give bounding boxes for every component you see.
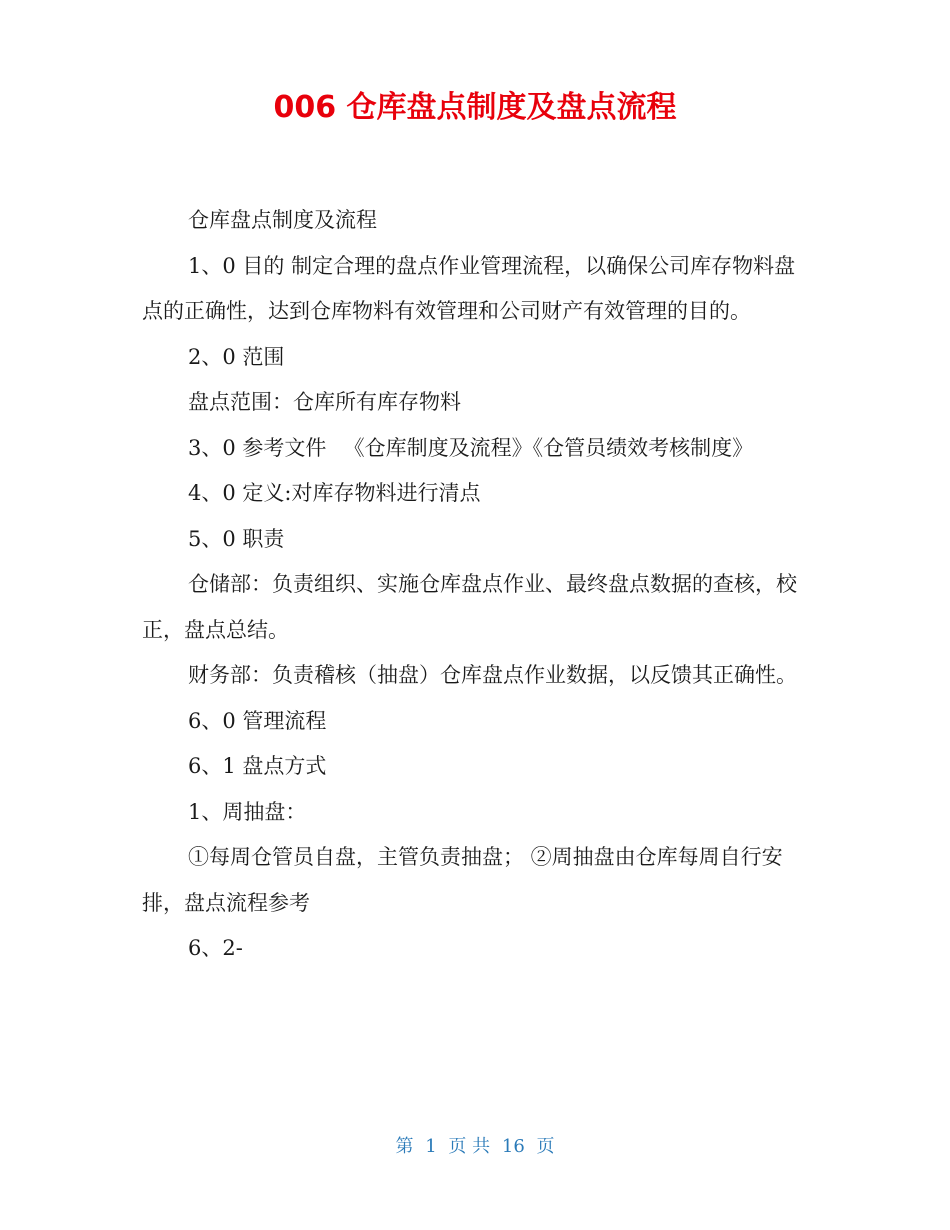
paragraph: 财务部：负责稽核（抽盘）仓库盘点作业数据，以反馈其正确性。 <box>188 663 797 687</box>
footer-total-pages: 16 <box>501 1136 525 1157</box>
paragraph: 盘点范围：仓库所有库存物料 <box>188 390 461 414</box>
paragraph: ①每周仓管员自盘，主管负责抽盘； ②周抽盘由仓库每周自行安排，盘点流程参考 <box>142 845 783 915</box>
document-body <box>142 198 810 972</box>
footer-current-page: 1 <box>425 1136 437 1157</box>
paragraph: 1、周抽盘： <box>188 799 307 824</box>
paragraph: 6、0 管理流程 <box>188 708 327 733</box>
paragraph: 6、1 盘点方式 <box>188 754 327 778</box>
footer-suffix: 页 <box>536 1136 555 1157</box>
footer-mid: 页 共 <box>448 1136 491 1157</box>
page-title: 006 仓库盘点制度及盘点流程 <box>273 90 677 125</box>
paragraph: 2、0 范围 <box>188 344 285 369</box>
footer-prefix: 第 <box>395 1136 414 1157</box>
paragraph: 3、0 参考文件 《仓库制度及流程》《仓管员绩效考核制度》 <box>188 435 754 460</box>
paragraph: 5、0 职责 <box>188 526 285 551</box>
paragraph: 1、0 目的 制定合理的盘点作业管理流程，以确保公司库存物料盘点的正确性，达到仓库物料有效管理和公司财产有效管理的目的。 <box>142 253 796 323</box>
page-footer <box>0 1134 950 1160</box>
paragraph: 6、2- <box>188 936 243 960</box>
paragraph: 仓库盘点制度及流程 <box>188 208 377 232</box>
paragraph: 仓储部：负责组织、实施仓库盘点作业、最终盘点数据的查核，校正，盘点总结。 <box>142 572 797 642</box>
paragraph: 4、0 定义:对库存物料进行清点 <box>188 481 481 505</box>
